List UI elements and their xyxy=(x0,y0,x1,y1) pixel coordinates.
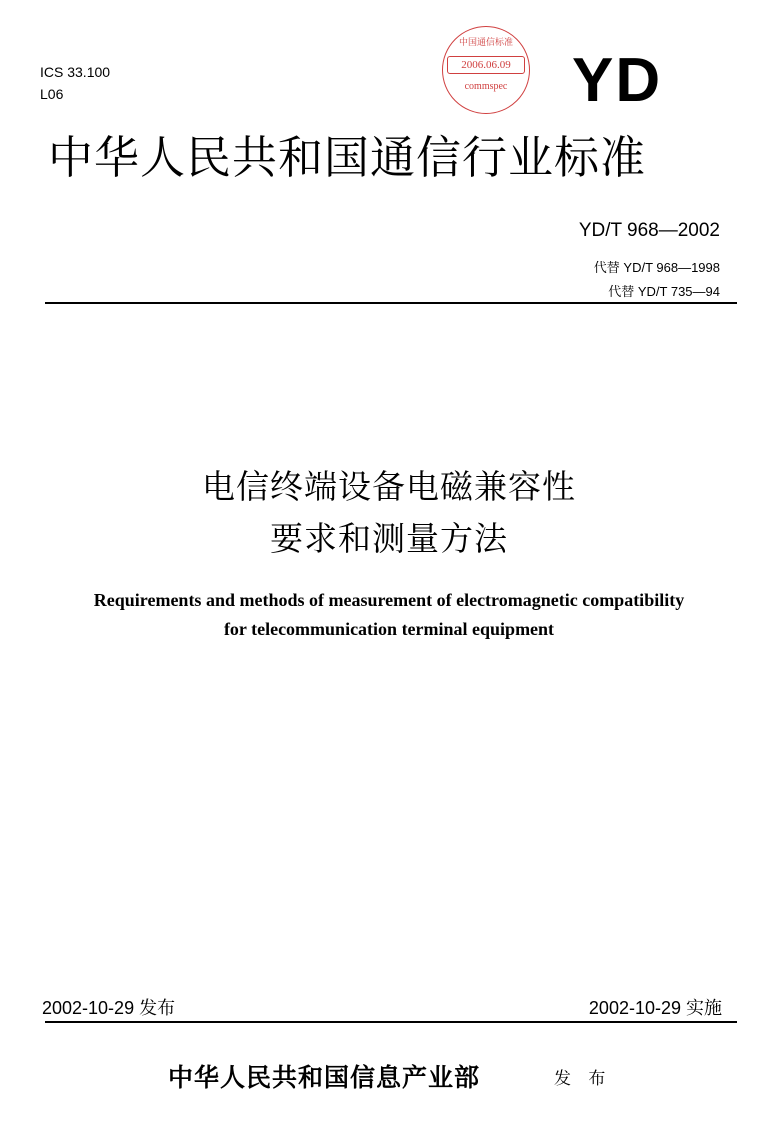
publisher-action: 发 布 xyxy=(554,1069,612,1089)
issue-date: 2002-10-29 发布 xyxy=(42,998,176,1018)
ics-code: ICS 33.100 xyxy=(40,64,111,80)
date-stamp xyxy=(442,26,530,114)
title-zh-line1: 电信终端设备电磁兼容性 xyxy=(202,467,576,506)
title-zh-line2: 要求和测量方法 xyxy=(270,519,508,558)
header-divider xyxy=(45,302,737,304)
stamp-top-text: 中国通信标准 xyxy=(458,38,513,48)
footer-divider xyxy=(45,1021,737,1023)
standard-class-title: 中华人民共和国通信行业标准 xyxy=(48,131,647,184)
standard-number: YD/T 968—2002 xyxy=(578,220,720,241)
stamp-date: 2006.06.09 xyxy=(447,56,525,74)
replaces-line: 代替 YD/T 735—94 xyxy=(608,284,720,299)
implement-date: 2002-10-29 实施 xyxy=(588,998,722,1018)
classification-block xyxy=(40,62,110,106)
publisher-name: 中华人民共和国信息产业部 xyxy=(168,1063,481,1092)
title-en-line2: for telecommunication terminal equipment xyxy=(223,619,555,639)
title-en-line1: Requirements and methods of measurement of electromagnetic compatibility xyxy=(93,590,685,610)
ccs-code: L06 xyxy=(40,86,64,102)
yd-logo: YD xyxy=(572,46,663,115)
stamp-bottom-text: commspec xyxy=(464,81,508,92)
replaces-line: 代替 YD/T 968—1998 xyxy=(593,260,720,275)
